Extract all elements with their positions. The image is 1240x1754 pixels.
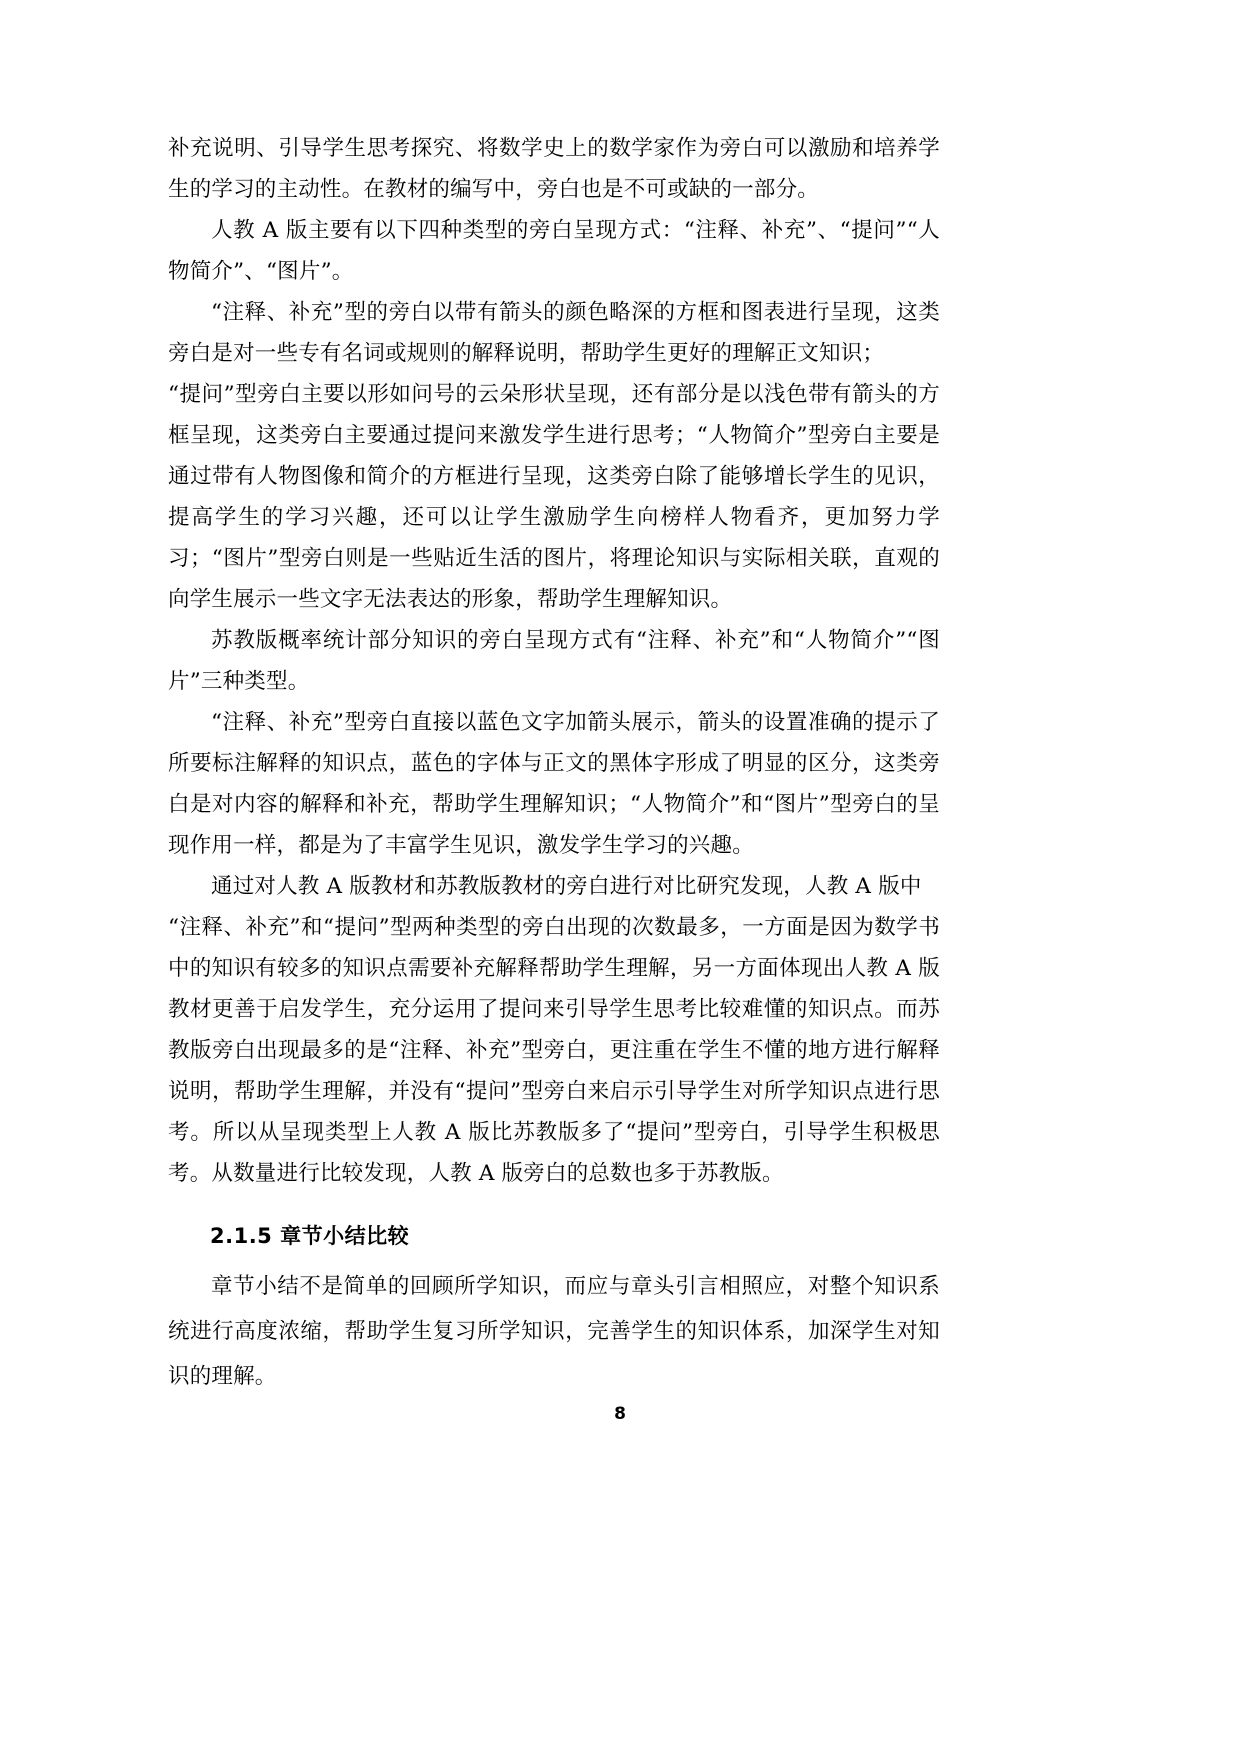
paragraph-7: 通过对人教 A 版教材和苏教版教材的旁白进行对比研究发现，人教 A 版中 [211, 874, 922, 899]
paragraph-5: 苏教版概率统计部分知识的旁白呈现方式有“注释、补充”和“人物简介”“图片”三种类型。 [168, 628, 940, 694]
paragraph-6: “注释、补充”型旁白直接以蓝色文字加箭头展示，箭头的设置准确的提示了所要标注解释的知识点，蓝色的字体与正文的黑体字形成了明显的区分，这类旁白是对内容的解释和补充，帮助学生理解知识；“人物简介”和“图片”型旁白的呈现作用一样，都是为了丰富学生见识，激发学生学习的兴趣。 [168, 710, 940, 858]
section-heading: 2.1.5 章节小结比较 [210, 1224, 410, 1248]
paragraph-2: 人教 A 版主要有以下四种类型的旁白呈现方式：“注释、补充”、“提问”“人物简介”、“图片”。 [168, 218, 940, 284]
paragraph-3: “注释、补充”型的旁白以带有箭头的颜色略深的方框和图表进行呈现，这类旁白是对一些专有名词或规则的解释说明，帮助学生更好的理解正文知识； [168, 300, 940, 366]
paragraph-9: 章节小结不是简单的回顾所学知识，而应与章头引言相照应，对整个知识系统进行高度浓缩，帮助学生复习所学知识，完善学生的知识体系，加深学生对知识的理解。 [168, 1274, 940, 1389]
paragraph-1: 补充说明、引导学生思考探究、将数学史上的数学家作为旁白可以激励和培养学生的学习的主动性。在教材的编写中，旁白也是不可或缺的一部分。 [168, 136, 940, 202]
page-content [168, 128, 940, 1399]
page-number: 8 [614, 1404, 626, 1424]
paragraph-4: “提问”型旁白主要以形如问号的云朵形状呈现，还有部分是以浅色带有箭头的方框呈现，这类旁白主要通过提问来激发学生进行思考；“人物简介”型旁白主要是通过带有人物图像和简介的方框进行呈现，这类旁白除了能够增长学生的见识，提高学生的学习兴趣，还可以让学生激励学生向榜样人物看齐，更加努力学习；“图片”型旁白则是一些贴近生活的图片，将理论知识与实际相关联，直观的向学生展示一些文字无法表达的形象，帮助学生理解知识。 [168, 382, 940, 612]
paragraph-8: “注释、补充”和“提问”型两种类型的旁白出现的次数最多，一方面是因为数学书中的知识有较多的知识点需要补充解释帮助学生理解，另一方面体现出人教 A 版教材更善于启发学生，充分运用了提问来引导学生思考比较难懂的知识点。而苏教版旁白出现最多的是“注释、补充”型旁白，更注重在学生不懂的地方进行解释说明，帮助学生理解，并没有“提问”型旁白来启示引导学生对所学知识点进行思考。所以从呈现类型上人教 A 版比苏教版多了“提问”型旁白，引导学生积极思考。从数量进行比较发现，人教 A 版旁白的总数也多于苏教版。 [168, 915, 940, 1186]
